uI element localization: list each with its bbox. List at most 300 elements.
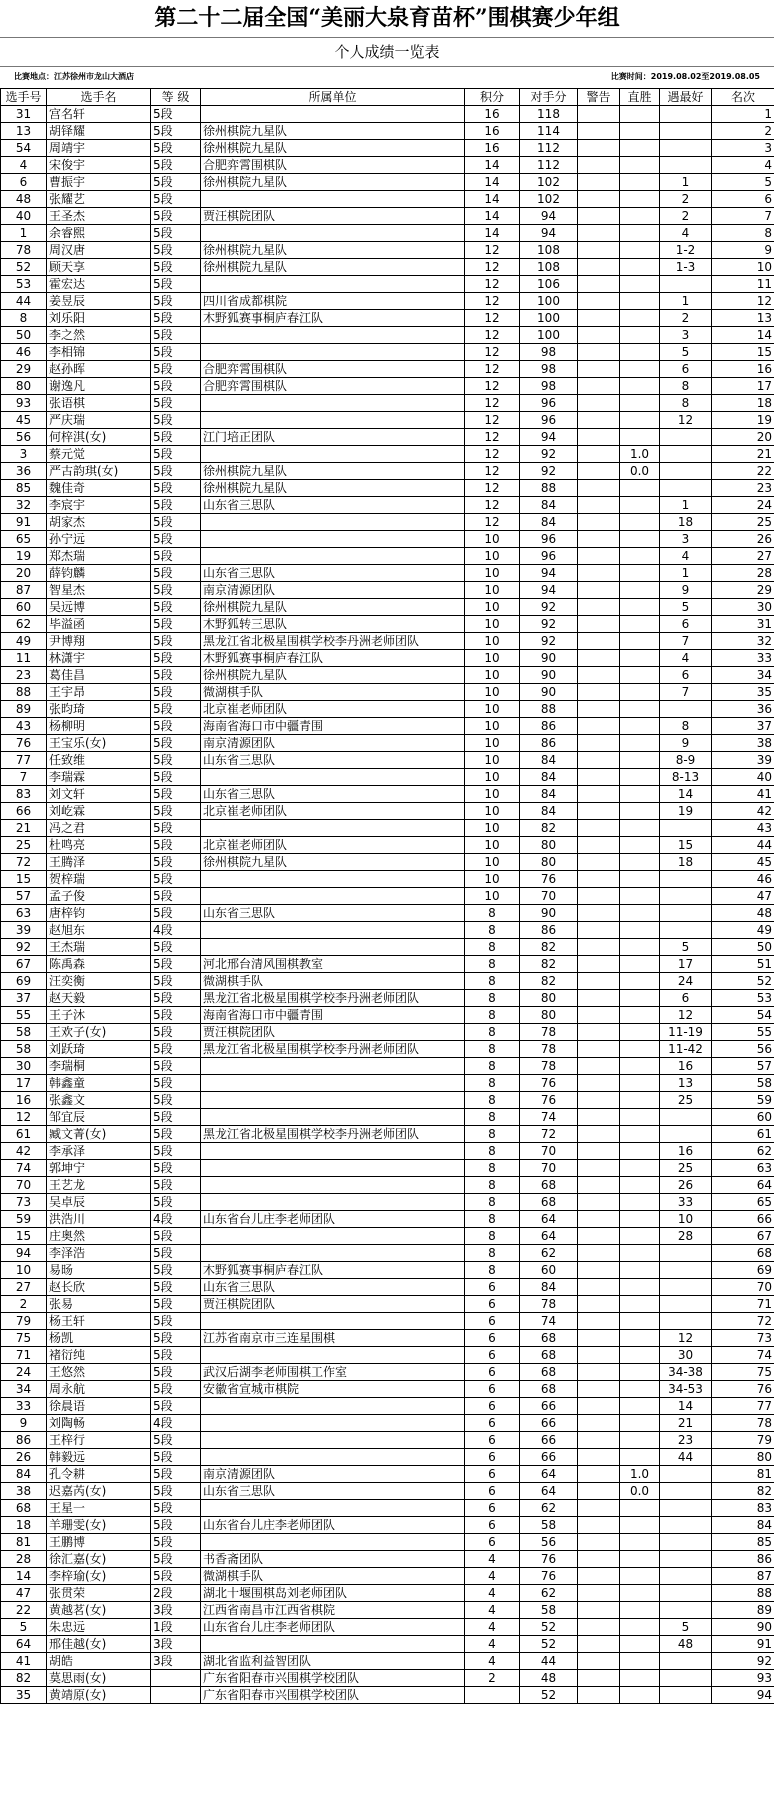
cell-warning bbox=[578, 480, 620, 497]
cell-direct-win bbox=[620, 1007, 660, 1024]
table-row bbox=[1, 1432, 774, 1449]
cell-opponent-points: 52 bbox=[520, 1687, 578, 1704]
cell-warning bbox=[578, 1177, 620, 1194]
cell-player-name: 黄靖原(女) bbox=[47, 1687, 151, 1704]
cell-warning bbox=[578, 1211, 620, 1228]
cell-player-no: 55 bbox=[1, 1007, 47, 1024]
cell-player-no: 33 bbox=[1, 1398, 47, 1415]
table-row bbox=[1, 1024, 774, 1041]
cell-opponent-points: 62 bbox=[520, 1585, 578, 1602]
cell-player-no: 43 bbox=[1, 718, 47, 735]
cell-opponent-points: 92 bbox=[520, 463, 578, 480]
cell-warning bbox=[578, 1653, 620, 1670]
cell-best-met bbox=[660, 463, 712, 480]
cell-grade: 5段 bbox=[151, 446, 201, 463]
cell-grade: 5段 bbox=[151, 480, 201, 497]
cell-affiliation bbox=[201, 888, 465, 905]
cell-player-no: 78 bbox=[1, 242, 47, 259]
cell-warning bbox=[578, 310, 620, 327]
table-row bbox=[1, 1483, 774, 1500]
cell-rank: 9 bbox=[712, 242, 774, 259]
cell-best-met: 12 bbox=[660, 412, 712, 429]
cell-points: 8 bbox=[465, 922, 520, 939]
cell-direct-win bbox=[620, 1381, 660, 1398]
cell-points: 10 bbox=[465, 531, 520, 548]
col-header-affiliation: 所属单位 bbox=[201, 89, 465, 106]
cell-opponent-points: 78 bbox=[520, 1024, 578, 1041]
cell-player-name: 王鹏博 bbox=[47, 1534, 151, 1551]
cell-opponent-points: 84 bbox=[520, 769, 578, 786]
cell-direct-win bbox=[620, 548, 660, 565]
table-row bbox=[1, 191, 774, 208]
cell-player-no: 35 bbox=[1, 1687, 47, 1704]
cell-rank: 34 bbox=[712, 667, 774, 684]
cell-opponent-points: 82 bbox=[520, 973, 578, 990]
cell-warning bbox=[578, 123, 620, 140]
cell-player-name: 刘跃琦 bbox=[47, 1041, 151, 1058]
cell-points: 6 bbox=[465, 1432, 520, 1449]
cell-player-name: 孔令耕 bbox=[47, 1466, 151, 1483]
cell-affiliation: 北京崔老师团队 bbox=[201, 837, 465, 854]
cell-direct-win bbox=[620, 514, 660, 531]
table-row bbox=[1, 327, 774, 344]
cell-warning bbox=[578, 633, 620, 650]
cell-direct-win bbox=[620, 1687, 660, 1704]
cell-points: 10 bbox=[465, 701, 520, 718]
cell-opponent-points: 94 bbox=[520, 582, 578, 599]
cell-opponent-points: 102 bbox=[520, 174, 578, 191]
cell-grade: 3段 bbox=[151, 1602, 201, 1619]
table-row bbox=[1, 1058, 774, 1075]
cell-grade: 5段 bbox=[151, 735, 201, 752]
cell-points: 6 bbox=[465, 1296, 520, 1313]
cell-direct-win bbox=[620, 1126, 660, 1143]
cell-affiliation: 海南省海口市中疆青围 bbox=[201, 718, 465, 735]
cell-warning bbox=[578, 1364, 620, 1381]
cell-warning bbox=[578, 1636, 620, 1653]
cell-player-no: 54 bbox=[1, 140, 47, 157]
cell-grade: 5段 bbox=[151, 1483, 201, 1500]
cell-player-name: 余睿熙 bbox=[47, 225, 151, 242]
cell-best-met: 4 bbox=[660, 225, 712, 242]
cell-warning bbox=[578, 735, 620, 752]
cell-direct-win bbox=[620, 497, 660, 514]
cell-best-met: 18 bbox=[660, 514, 712, 531]
cell-rank: 14 bbox=[712, 327, 774, 344]
cell-warning bbox=[578, 191, 620, 208]
cell-best-met: 34-38 bbox=[660, 1364, 712, 1381]
cell-points: 4 bbox=[465, 1653, 520, 1670]
cell-player-no: 6 bbox=[1, 174, 47, 191]
cell-warning bbox=[578, 1194, 620, 1211]
cell-rank: 76 bbox=[712, 1381, 774, 1398]
cell-grade: 5段 bbox=[151, 412, 201, 429]
cell-player-name: 张语棋 bbox=[47, 395, 151, 412]
cell-affiliation: 武汉后湖李老师围棋工作室 bbox=[201, 1364, 465, 1381]
cell-best-met: 9 bbox=[660, 735, 712, 752]
table-row bbox=[1, 242, 774, 259]
cell-warning bbox=[578, 1670, 620, 1687]
cell-best-met bbox=[660, 1568, 712, 1585]
table-row bbox=[1, 650, 774, 667]
table-row bbox=[1, 582, 774, 599]
cell-grade: 5段 bbox=[151, 327, 201, 344]
cell-opponent-points: 64 bbox=[520, 1211, 578, 1228]
table-row bbox=[1, 344, 774, 361]
table-row bbox=[1, 310, 774, 327]
cell-opponent-points: 76 bbox=[520, 1568, 578, 1585]
table-row bbox=[1, 429, 774, 446]
cell-player-name: 尹博翔 bbox=[47, 633, 151, 650]
cell-player-name: 王艺龙 bbox=[47, 1177, 151, 1194]
cell-direct-win bbox=[620, 1228, 660, 1245]
cell-warning bbox=[578, 667, 620, 684]
cell-opponent-points: 92 bbox=[520, 633, 578, 650]
cell-rank: 3 bbox=[712, 140, 774, 157]
cell-grade: 5段 bbox=[151, 259, 201, 276]
cell-player-name: 郑杰瑞 bbox=[47, 548, 151, 565]
cell-best-met bbox=[660, 1296, 712, 1313]
table-row bbox=[1, 1466, 774, 1483]
table-row bbox=[1, 854, 774, 871]
cell-opponent-points: 84 bbox=[520, 497, 578, 514]
cell-player-name: 王杰瑞 bbox=[47, 939, 151, 956]
cell-direct-win bbox=[620, 1160, 660, 1177]
cell-opponent-points: 58 bbox=[520, 1602, 578, 1619]
cell-player-no: 76 bbox=[1, 735, 47, 752]
cell-grade: 5段 bbox=[151, 174, 201, 191]
cell-grade: 4段 bbox=[151, 922, 201, 939]
cell-player-name: 智星杰 bbox=[47, 582, 151, 599]
cell-warning bbox=[578, 378, 620, 395]
cell-direct-win bbox=[620, 1432, 660, 1449]
cell-opponent-points: 78 bbox=[520, 1058, 578, 1075]
cell-player-no: 15 bbox=[1, 1228, 47, 1245]
cell-grade: 5段 bbox=[151, 157, 201, 174]
cell-direct-win bbox=[620, 191, 660, 208]
cell-player-name: 王欢子(女) bbox=[47, 1024, 151, 1041]
cell-direct-win bbox=[620, 599, 660, 616]
table-row bbox=[1, 1347, 774, 1364]
cell-best-met bbox=[660, 1483, 712, 1500]
cell-points: 8 bbox=[465, 1228, 520, 1245]
table-row bbox=[1, 973, 774, 990]
table-row bbox=[1, 1126, 774, 1143]
cell-affiliation bbox=[201, 820, 465, 837]
cell-player-name: 赵旭东 bbox=[47, 922, 151, 939]
cell-opponent-points: 76 bbox=[520, 1092, 578, 1109]
cell-player-name: 王宝乐(女) bbox=[47, 735, 151, 752]
cell-direct-win: 0.0 bbox=[620, 463, 660, 480]
table-row bbox=[1, 531, 774, 548]
cell-player-name: 王悠然 bbox=[47, 1364, 151, 1381]
cell-rank: 81 bbox=[712, 1466, 774, 1483]
cell-direct-win bbox=[620, 752, 660, 769]
cell-rank: 13 bbox=[712, 310, 774, 327]
cell-grade: 5段 bbox=[151, 905, 201, 922]
cell-player-name: 王子沐 bbox=[47, 1007, 151, 1024]
cell-warning bbox=[578, 361, 620, 378]
cell-rank: 54 bbox=[712, 1007, 774, 1024]
cell-player-no: 53 bbox=[1, 276, 47, 293]
cell-player-name: 易旸 bbox=[47, 1262, 151, 1279]
cell-player-no: 62 bbox=[1, 616, 47, 633]
table-row bbox=[1, 1636, 774, 1653]
cell-direct-win bbox=[620, 123, 660, 140]
cell-best-met: 28 bbox=[660, 1228, 712, 1245]
cell-player-no: 29 bbox=[1, 361, 47, 378]
cell-direct-win bbox=[620, 1619, 660, 1636]
cell-player-name: 胡家杰 bbox=[47, 514, 151, 531]
cell-player-name: 曹振宇 bbox=[47, 174, 151, 191]
cell-points: 6 bbox=[465, 1449, 520, 1466]
cell-warning bbox=[578, 1279, 620, 1296]
cell-rank: 59 bbox=[712, 1092, 774, 1109]
cell-grade: 3段 bbox=[151, 1636, 201, 1653]
cell-grade: 5段 bbox=[151, 633, 201, 650]
cell-grade: 5段 bbox=[151, 225, 201, 242]
cell-player-no: 88 bbox=[1, 684, 47, 701]
cell-player-name: 张鑫文 bbox=[47, 1092, 151, 1109]
cell-best-met bbox=[660, 276, 712, 293]
cell-player-no: 18 bbox=[1, 1517, 47, 1534]
cell-player-name: 陈禹森 bbox=[47, 956, 151, 973]
cell-player-no: 24 bbox=[1, 1364, 47, 1381]
cell-player-name: 张耀艺 bbox=[47, 191, 151, 208]
cell-opponent-points: 100 bbox=[520, 310, 578, 327]
cell-direct-win bbox=[620, 735, 660, 752]
cell-player-no: 71 bbox=[1, 1347, 47, 1364]
cell-affiliation: 江西省南昌市江西省棋院 bbox=[201, 1602, 465, 1619]
cell-points: 8 bbox=[465, 905, 520, 922]
cell-points: 8 bbox=[465, 956, 520, 973]
cell-best-met bbox=[660, 1670, 712, 1687]
cell-points: 6 bbox=[465, 1279, 520, 1296]
cell-grade: 5段 bbox=[151, 344, 201, 361]
cell-best-met bbox=[660, 1109, 712, 1126]
cell-affiliation: 山东省三思队 bbox=[201, 565, 465, 582]
cell-best-met bbox=[660, 1500, 712, 1517]
cell-rank: 18 bbox=[712, 395, 774, 412]
cell-points: 10 bbox=[465, 650, 520, 667]
cell-points: 4 bbox=[465, 1619, 520, 1636]
cell-best-met: 25 bbox=[660, 1160, 712, 1177]
cell-opponent-points: 66 bbox=[520, 1432, 578, 1449]
cell-player-name: 李相锦 bbox=[47, 344, 151, 361]
cell-grade: 5段 bbox=[151, 361, 201, 378]
cell-opponent-points: 86 bbox=[520, 922, 578, 939]
cell-affiliation: 山东省三思队 bbox=[201, 786, 465, 803]
cell-grade: 5段 bbox=[151, 803, 201, 820]
cell-best-met: 14 bbox=[660, 1398, 712, 1415]
cell-opponent-points: 86 bbox=[520, 735, 578, 752]
cell-player-no: 83 bbox=[1, 786, 47, 803]
cell-direct-win bbox=[620, 344, 660, 361]
cell-opponent-points: 84 bbox=[520, 786, 578, 803]
cell-affiliation: 徐州棋院九星队 bbox=[201, 174, 465, 191]
cell-points: 10 bbox=[465, 667, 520, 684]
table-row bbox=[1, 1500, 774, 1517]
cell-best-met: 12 bbox=[660, 1330, 712, 1347]
cell-opponent-points: 44 bbox=[520, 1653, 578, 1670]
cell-warning bbox=[578, 1245, 620, 1262]
cell-opponent-points: 68 bbox=[520, 1381, 578, 1398]
cell-grade: 5段 bbox=[151, 548, 201, 565]
table-row bbox=[1, 820, 774, 837]
cell-direct-win bbox=[620, 395, 660, 412]
cell-direct-win bbox=[620, 786, 660, 803]
cell-player-no: 75 bbox=[1, 1330, 47, 1347]
cell-affiliation: 北京崔老师团队 bbox=[201, 803, 465, 820]
cell-opponent-points: 108 bbox=[520, 259, 578, 276]
cell-grade: 4段 bbox=[151, 1211, 201, 1228]
cell-best-met: 26 bbox=[660, 1177, 712, 1194]
cell-rank: 28 bbox=[712, 565, 774, 582]
table-row bbox=[1, 1551, 774, 1568]
cell-direct-win bbox=[620, 650, 660, 667]
cell-rank: 25 bbox=[712, 514, 774, 531]
cell-player-no: 49 bbox=[1, 633, 47, 650]
cell-points: 10 bbox=[465, 837, 520, 854]
venue-label: 比赛地点：江苏徐州市龙山大酒店 bbox=[14, 72, 134, 81]
cell-affiliation: 山东省三思队 bbox=[201, 752, 465, 769]
cell-grade: 5段 bbox=[151, 1330, 201, 1347]
cell-rank: 21 bbox=[712, 446, 774, 463]
table-row bbox=[1, 446, 774, 463]
cell-direct-win: 0.0 bbox=[620, 1483, 660, 1500]
time-label: 比赛时间：2019.08.02至2019.08.05 bbox=[610, 72, 760, 81]
cell-affiliation bbox=[201, 225, 465, 242]
cell-points: 12 bbox=[465, 412, 520, 429]
cell-rank: 53 bbox=[712, 990, 774, 1007]
cell-grade: 5段 bbox=[151, 1058, 201, 1075]
cell-warning bbox=[578, 497, 620, 514]
cell-grade: 5段 bbox=[151, 1092, 201, 1109]
col-header-direct-win: 直胜 bbox=[620, 89, 660, 106]
cell-affiliation: 江门培正团队 bbox=[201, 429, 465, 446]
cell-player-name: 羊珊雯(女) bbox=[47, 1517, 151, 1534]
table-row bbox=[1, 1568, 774, 1585]
cell-rank: 10 bbox=[712, 259, 774, 276]
cell-points: 12 bbox=[465, 514, 520, 531]
cell-opponent-points: 80 bbox=[520, 1007, 578, 1024]
cell-direct-win bbox=[620, 701, 660, 718]
cell-warning bbox=[578, 1041, 620, 1058]
cell-best-met: 1 bbox=[660, 174, 712, 191]
cell-warning bbox=[578, 293, 620, 310]
cell-opponent-points: 98 bbox=[520, 361, 578, 378]
cell-opponent-points: 92 bbox=[520, 616, 578, 633]
cell-player-no: 42 bbox=[1, 1143, 47, 1160]
cell-warning bbox=[578, 514, 620, 531]
cell-rank: 56 bbox=[712, 1041, 774, 1058]
cell-opponent-points: 78 bbox=[520, 1296, 578, 1313]
table-row bbox=[1, 1313, 774, 1330]
cell-rank: 20 bbox=[712, 429, 774, 446]
cell-affiliation: 山东省台儿庄李老师团队 bbox=[201, 1619, 465, 1636]
cell-player-no: 94 bbox=[1, 1245, 47, 1262]
cell-rank: 64 bbox=[712, 1177, 774, 1194]
cell-opponent-points: 96 bbox=[520, 412, 578, 429]
cell-affiliation: 广东省阳春市兴围棋学校团队 bbox=[201, 1687, 465, 1704]
cell-rank: 32 bbox=[712, 633, 774, 650]
cell-opponent-points: 66 bbox=[520, 1398, 578, 1415]
cell-player-name: 王梓行 bbox=[47, 1432, 151, 1449]
table-row bbox=[1, 599, 774, 616]
cell-player-name: 严庆瑞 bbox=[47, 412, 151, 429]
table-row bbox=[1, 1296, 774, 1313]
cell-direct-win bbox=[620, 1500, 660, 1517]
cell-player-no: 45 bbox=[1, 412, 47, 429]
cell-affiliation: 江苏省南京市三连星围棋 bbox=[201, 1330, 465, 1347]
table-row bbox=[1, 123, 774, 140]
cell-affiliation bbox=[201, 1143, 465, 1160]
cell-direct-win bbox=[620, 1602, 660, 1619]
cell-direct-win bbox=[620, 1551, 660, 1568]
cell-warning bbox=[578, 956, 620, 973]
cell-points: 8 bbox=[465, 1245, 520, 1262]
cell-affiliation: 徐州棋院九星队 bbox=[201, 123, 465, 140]
cell-best-met: 5 bbox=[660, 939, 712, 956]
cell-best-met: 8 bbox=[660, 395, 712, 412]
cell-player-no: 40 bbox=[1, 208, 47, 225]
cell-affiliation: 北京崔老师团队 bbox=[201, 701, 465, 718]
cell-best-met: 15 bbox=[660, 837, 712, 854]
cell-player-no: 23 bbox=[1, 667, 47, 684]
cell-direct-win bbox=[620, 1364, 660, 1381]
cell-player-name: 杜鸣亮 bbox=[47, 837, 151, 854]
cell-best-met bbox=[660, 701, 712, 718]
cell-best-met: 13 bbox=[660, 1075, 712, 1092]
cell-direct-win bbox=[620, 1534, 660, 1551]
cell-points: 12 bbox=[465, 497, 520, 514]
cell-points: 6 bbox=[465, 1364, 520, 1381]
cell-direct-win: 1.0 bbox=[620, 1466, 660, 1483]
cell-player-no: 15 bbox=[1, 871, 47, 888]
cell-grade: 5段 bbox=[151, 1364, 201, 1381]
cell-best-met bbox=[660, 1245, 712, 1262]
cell-best-met bbox=[660, 1313, 712, 1330]
cell-warning bbox=[578, 1092, 620, 1109]
table-row bbox=[1, 1364, 774, 1381]
cell-direct-win bbox=[620, 922, 660, 939]
cell-player-no: 59 bbox=[1, 1211, 47, 1228]
cell-warning bbox=[578, 157, 620, 174]
cell-direct-win bbox=[620, 1313, 660, 1330]
cell-rank: 36 bbox=[712, 701, 774, 718]
cell-player-no: 22 bbox=[1, 1602, 47, 1619]
cell-player-name: 刘乐阳 bbox=[47, 310, 151, 327]
cell-rank: 43 bbox=[712, 820, 774, 837]
cell-rank: 12 bbox=[712, 293, 774, 310]
cell-player-name: 赵天毅 bbox=[47, 990, 151, 1007]
cell-warning bbox=[578, 1602, 620, 1619]
cell-player-name: 朱忠远 bbox=[47, 1619, 151, 1636]
cell-player-name: 李泽浩 bbox=[47, 1245, 151, 1262]
cell-player-name: 李瑞桐 bbox=[47, 1058, 151, 1075]
cell-grade: 5段 bbox=[151, 514, 201, 531]
cell-points: 8 bbox=[465, 1058, 520, 1075]
cell-player-no: 77 bbox=[1, 752, 47, 769]
cell-player-name: 徐晨语 bbox=[47, 1398, 151, 1415]
cell-grade: 5段 bbox=[151, 1568, 201, 1585]
cell-grade: 5段 bbox=[151, 1143, 201, 1160]
cell-grade: 5段 bbox=[151, 191, 201, 208]
cell-best-met: 1 bbox=[660, 565, 712, 582]
table-row bbox=[1, 769, 774, 786]
cell-direct-win bbox=[620, 157, 660, 174]
cell-affiliation: 书香斋团队 bbox=[201, 1551, 465, 1568]
